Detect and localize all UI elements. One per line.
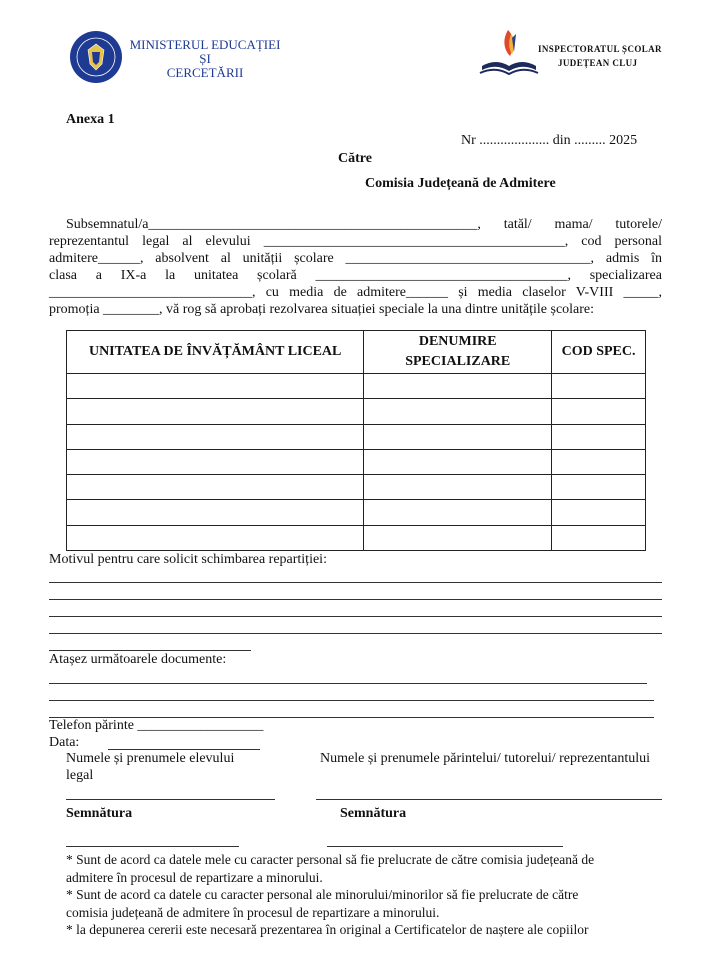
reason-line[interactable] [49, 650, 251, 651]
table-cell[interactable] [552, 424, 646, 449]
table-cell[interactable] [552, 374, 646, 399]
date-label: Data: [49, 735, 80, 750]
table-cell[interactable] [552, 399, 646, 424]
inspectorate-logo-icon [478, 26, 540, 81]
request-paragraph [49, 216, 662, 318]
footnote-3-line-1: * la depunerea cererii este necesară prezentarea în original a Certificatelor de naștere ale copiilor [66, 922, 589, 937]
table-row [67, 449, 646, 474]
table-row [67, 475, 646, 500]
table-row [67, 525, 646, 550]
student-name-label: Numele și prenumele elevului [66, 751, 235, 766]
request-line-3: admitere______, absolvent al unității școlare ___________________________________, admis în [49, 251, 662, 266]
school-options-table [66, 330, 646, 551]
table-row [67, 500, 646, 525]
table-row [67, 374, 646, 399]
reason-line[interactable] [49, 616, 662, 617]
table-cell[interactable] [552, 525, 646, 550]
ministry-name [127, 38, 283, 80]
inspectorate-name-line2: JUDEȚEAN CLUJ [558, 58, 638, 68]
student-name-line[interactable] [66, 799, 275, 800]
table-cell[interactable] [552, 449, 646, 474]
addressee-to: Către [338, 151, 372, 166]
reason-label: Motivul pentru care solicit schimbarea repartiției: [49, 552, 327, 567]
reason-line[interactable] [49, 633, 662, 634]
parent-signature-label: Semnătura [340, 806, 407, 821]
student-signature-line[interactable] [66, 846, 239, 847]
table-cell[interactable] [67, 500, 364, 525]
table-cell[interactable] [364, 399, 552, 424]
table-cell[interactable] [67, 475, 364, 500]
reason-line[interactable] [49, 582, 662, 583]
parent-phone-field[interactable]: Telefon părinte __________________ [49, 718, 264, 733]
student-signature-label: Semnătura [66, 806, 133, 821]
table-cell[interactable] [67, 449, 364, 474]
request-line-5: _____________________________, cu media de admitere______ și media claselor V-VIII _____, [49, 285, 662, 300]
table-header-row [67, 331, 646, 374]
table-row [67, 424, 646, 449]
addressee-commission: Comisia Județeană de Admitere [365, 176, 556, 191]
registration-number-line: Nr .................... din ......... 2025 [461, 133, 638, 148]
table-cell[interactable] [67, 424, 364, 449]
ministry-name-line2: CERCETĂRII [166, 65, 244, 80]
annex-label: Anexa 1 [66, 112, 115, 127]
parent-name-line[interactable] [316, 799, 662, 800]
table-cell[interactable] [364, 525, 552, 550]
ministry-name-line1: MINISTERUL EDUCAȚIEI ȘI [129, 37, 281, 66]
parent-name-label: Numele și prenumele părintelui/ tutorelui/ reprezentantului [320, 751, 651, 766]
inspectorate-name [538, 42, 662, 70]
attachments-label: Atașez următoarele documente: [49, 652, 227, 667]
footnote-1-line-1: * Sunt de acord ca datele mele cu caracter personal să fie prelucrate de către comisia județeană de [66, 852, 595, 867]
footnote-1-line-2: admitere în procesul de repartizare a minorului. [66, 869, 323, 885]
footnotes [66, 851, 666, 939]
date-line[interactable] [108, 749, 260, 750]
request-line-2: reprezentantul legal al elevului ___________________________________________, cod personal [49, 234, 662, 249]
table-cell[interactable] [67, 399, 364, 424]
government-emblem-icon [66, 30, 126, 85]
footnote-2-line-2: comisia județeană de admitere în procesul de repartizare a minorului. [66, 904, 440, 920]
request-line-4: clasa a IX-a la unitatea școlară ____________________________________, specializarea [49, 268, 662, 283]
table-row [67, 399, 646, 424]
reason-line[interactable] [49, 599, 662, 600]
table-cell[interactable] [552, 500, 646, 525]
column-header-school: UNITATEA DE ÎNVĂȚĂMÂNT LICEAL [67, 331, 364, 374]
attachments-line[interactable] [49, 700, 654, 701]
attachments-line[interactable] [49, 683, 647, 684]
table-cell[interactable] [67, 525, 364, 550]
student-name-label-cont: legal [66, 768, 94, 783]
column-header-specialization: DENUMIRE SPECIALIZARE [364, 331, 552, 374]
parent-signature-line[interactable] [327, 846, 563, 847]
table-cell[interactable] [364, 374, 552, 399]
table-cell[interactable] [364, 449, 552, 474]
table-cell[interactable] [67, 374, 364, 399]
column-header-code: COD SPEC. [552, 331, 646, 374]
table-cell[interactable] [364, 424, 552, 449]
table-cell[interactable] [552, 475, 646, 500]
table-cell[interactable] [364, 500, 552, 525]
request-line-6: promoția ________, vă rog să aprobați rezolvarea situației speciale la una dintre unitățile școlare: [49, 302, 595, 317]
table-cell[interactable] [364, 475, 552, 500]
request-line-1: Subsemnatul/a_______________________________________________, tatăl/ mama/ tutorele/ [66, 217, 662, 232]
footnote-2-line-1: * Sunt de acord ca datele cu caracter personal ale minorului/minorilor să fie prelucrate de către [66, 887, 579, 902]
inspectorate-name-line1: INSPECTORATUL ȘCOLAR [538, 44, 662, 54]
